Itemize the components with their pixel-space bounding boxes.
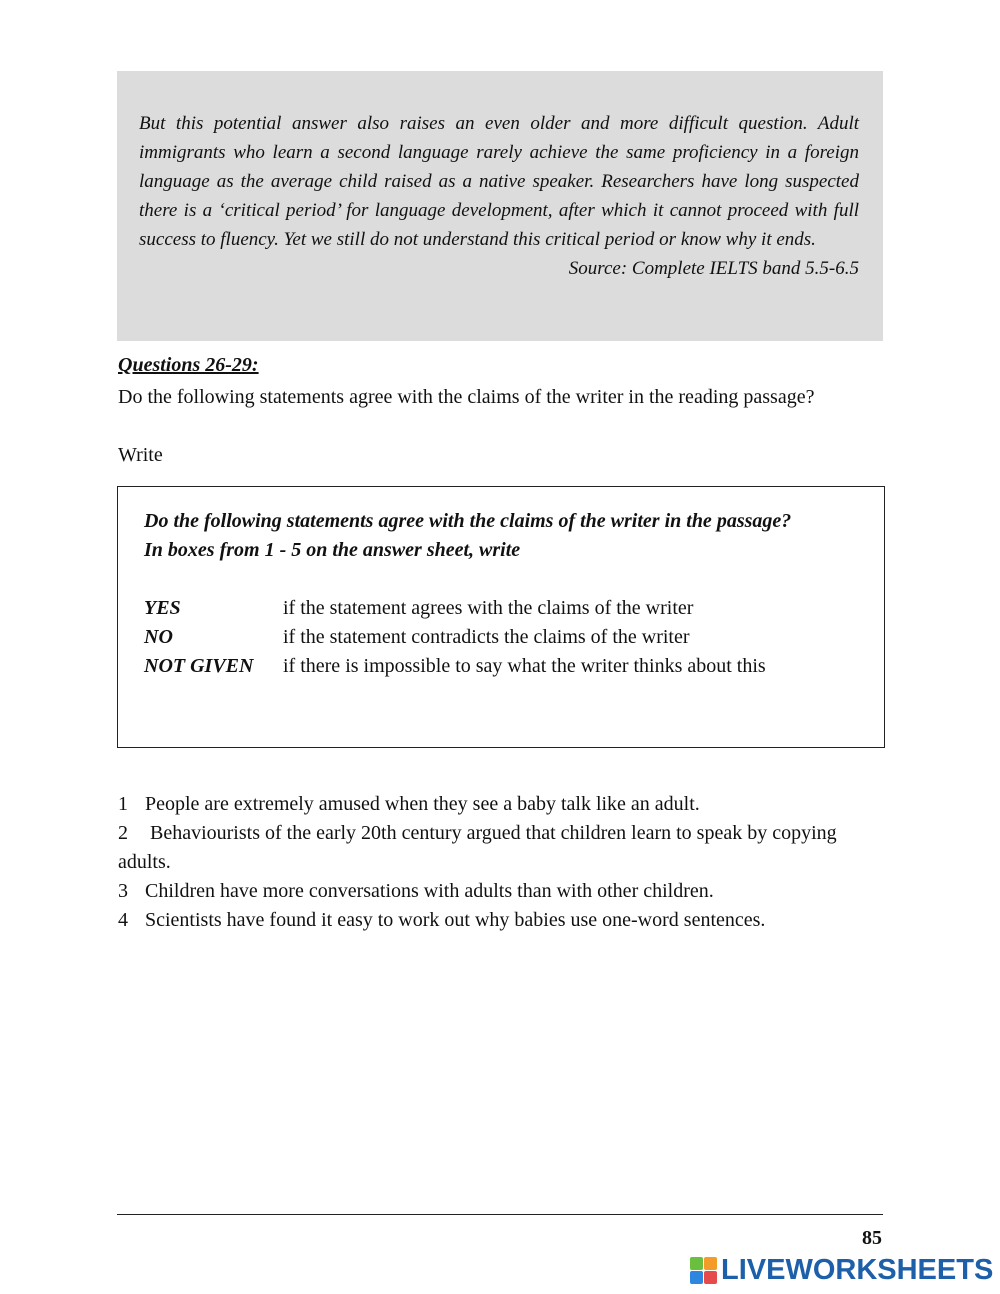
legend-key: NO bbox=[144, 626, 173, 648]
statement-text: Behaviourists of the early 20th century argued that children learn to speak by copying adults. bbox=[118, 822, 837, 873]
statement-list bbox=[118, 790, 868, 935]
passage-source: Source: Complete IELTS band 5.5-6.5 bbox=[568, 258, 859, 279]
statement-number: 2 bbox=[118, 822, 128, 844]
legend-key: NOT GIVEN bbox=[144, 655, 254, 677]
statement-item bbox=[118, 877, 868, 906]
statement-number: 3 bbox=[118, 880, 128, 902]
liveworksheets-logo-icon bbox=[690, 1257, 717, 1284]
statement-text: Children have more conversations with adults than with other children. bbox=[145, 880, 714, 902]
passage-text: But this potential answer also raises an even older and more difficult question. Adult immigrants who learn a second language rarely achieve the same proficiency in a foreign language as the average child raised as a native speaker. Researchers have long suspected there is a ‘critical period’ for language development, after which it cannot proceed with full success to fluency. Yet we still do not understand this critical period or know why it ends. bbox=[139, 113, 859, 250]
statement-number: 1 bbox=[118, 793, 128, 815]
statement-item bbox=[118, 906, 868, 935]
statement-number: 4 bbox=[118, 909, 128, 931]
statement-item bbox=[118, 819, 868, 877]
statement-text: People are extremely amused when they see a baby talk like an adult. bbox=[145, 793, 700, 815]
legend-row-not-given bbox=[144, 652, 864, 681]
questions-instruction: Do the following statements agree with the claims of the writer in the reading passage? bbox=[118, 386, 815, 408]
legend-desc: if the statement contradicts the claims of the writer bbox=[283, 626, 690, 648]
reading-passage-box bbox=[117, 71, 883, 341]
instruction-box-line1: Do the following statements agree with the claims of the writer in the passage? bbox=[144, 510, 792, 532]
instruction-box bbox=[117, 486, 885, 748]
legend-row-no bbox=[144, 623, 864, 652]
footer-divider bbox=[117, 1214, 883, 1215]
statement-item bbox=[118, 790, 868, 819]
questions-write-label: Write bbox=[118, 444, 163, 466]
instruction-box-line2: In boxes from 1 - 5 on the answer sheet, write bbox=[144, 539, 521, 561]
questions-heading: Questions 26-29: bbox=[118, 354, 259, 376]
legend-desc: if the statement agrees with the claims of the writer bbox=[283, 597, 694, 619]
liveworksheets-brand[interactable] bbox=[690, 1254, 993, 1287]
legend-key: YES bbox=[144, 597, 181, 619]
statement-text: Scientists have found it easy to work out why babies use one-word sentences. bbox=[145, 909, 766, 931]
page-number: 85 bbox=[862, 1227, 882, 1249]
legend-row-yes bbox=[144, 594, 864, 623]
legend-desc: if there is impossible to say what the writer thinks about this bbox=[283, 655, 766, 677]
brand-name: LIVEWORKSHEETS bbox=[721, 1254, 994, 1286]
